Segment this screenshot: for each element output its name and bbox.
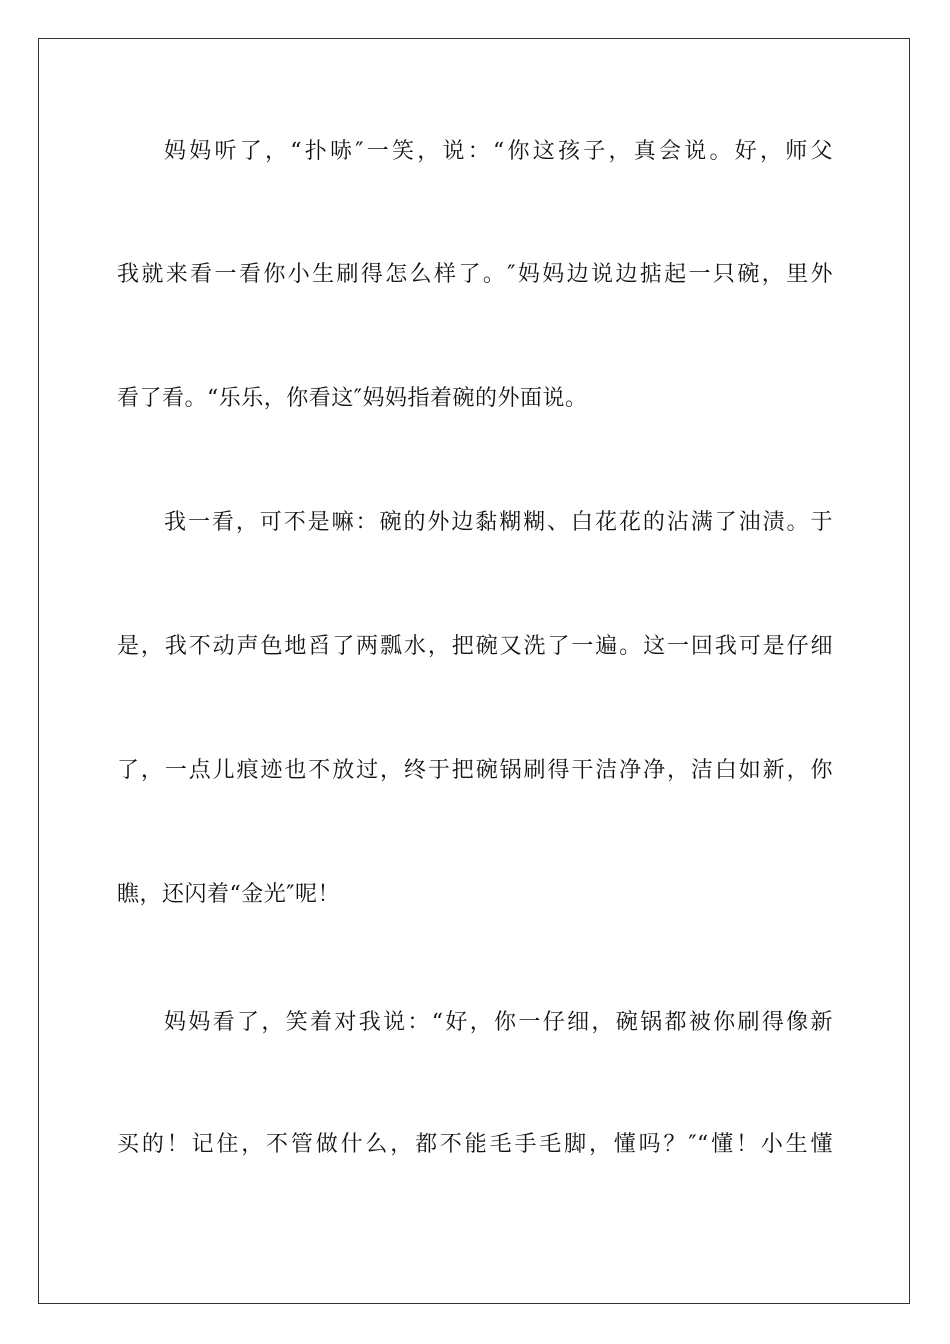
paragraph-2-line-4: 瞧，还闪着“金光″呢！ [117, 882, 340, 907]
paragraph-2-line-2: 是，我不动声色地舀了两瓢水，把碗又洗了一遍。这一回我可是仔细 [117, 634, 833, 659]
paragraph-2-line-3: 了，一点儿痕迹也不放过，终于把碗锅刷得干洁净净，洁白如新，你 [117, 758, 833, 783]
page-frame [38, 38, 910, 1304]
paragraph-1-line-2: 我就来看一看你小生刷得怎么样了。″妈妈边说边掂起一只碗，里外 [117, 262, 833, 287]
paragraph-3-line-2: 买的！记住，不管做什么，都不能毛手毛脚，懂吗？″“懂！小生懂 [117, 1132, 833, 1157]
paragraph-1-line-1: 妈妈听了，“扑哧″一笑，说：“你这孩子，真会说。好，师父 [164, 139, 833, 164]
paragraph-2-line-1: 我一看，可不是嘛：碗的外边黏糊糊、白花花的沾满了油渍。于 [164, 510, 833, 535]
paragraph-1-line-3: 看了看。“乐乐，你看这″妈妈指着碗的外面说。 [117, 386, 588, 411]
paragraph-3-line-1: 妈妈看了，笑着对我说：“好，你一仔细，碗锅都被你刷得像新 [164, 1010, 833, 1035]
